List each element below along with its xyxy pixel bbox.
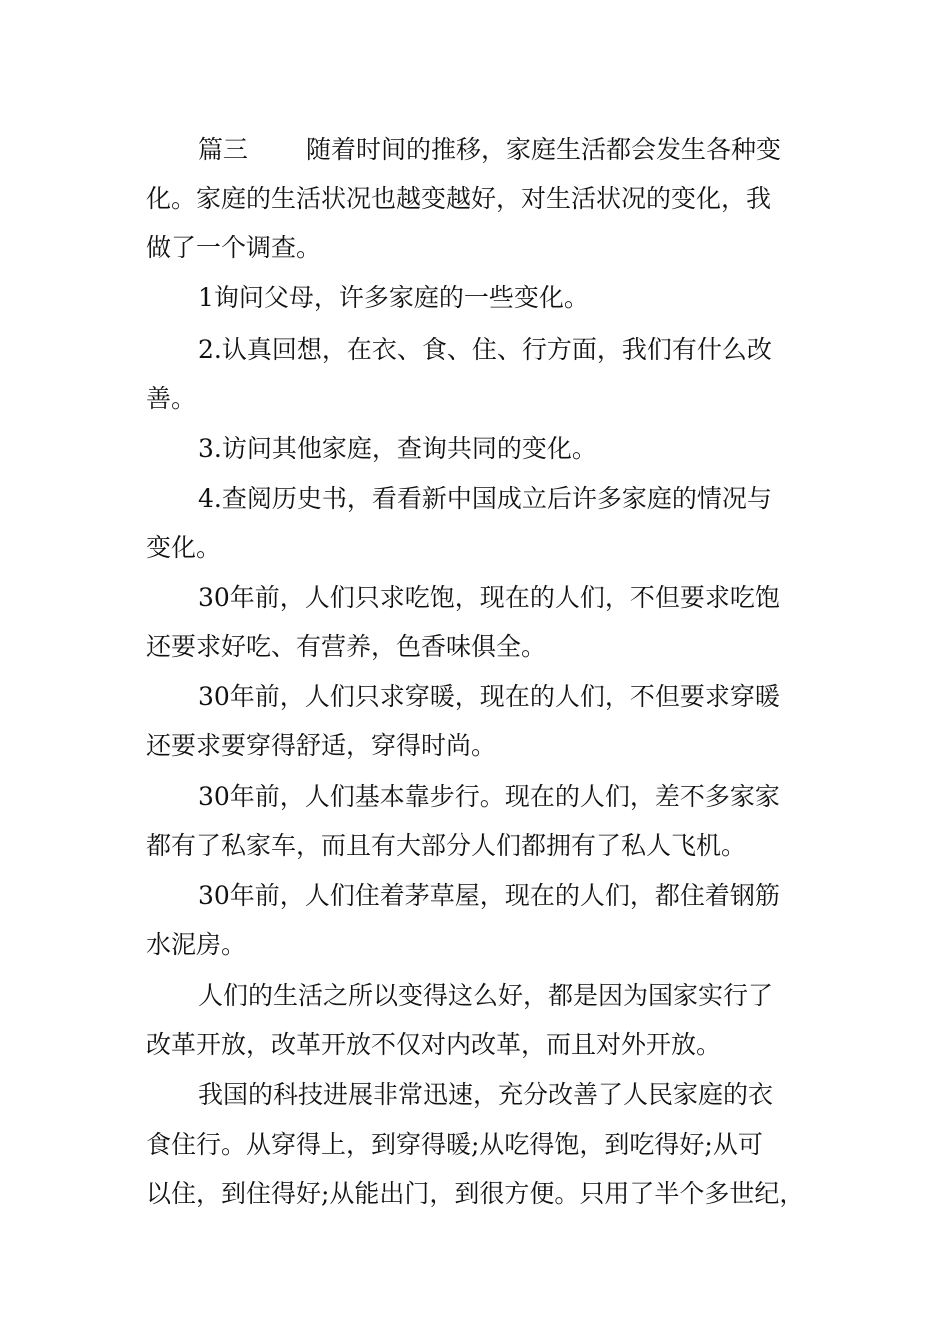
list-item-4: 4.查阅历史书，看看新中国成立后许多家庭的情况与 — [198, 484, 772, 513]
paragraph-line-2: 化。家庭的生活状况也越变越好，对生活状况的变化，我 — [146, 184, 772, 213]
paragraph-line: 水泥房。 — [146, 930, 247, 959]
paragraph-line-3: 做了一个调查。 — [146, 233, 322, 262]
paragraph-line: 以住，到住得好;从能出门，到很方便。只用了半个多世纪， — [146, 1179, 805, 1208]
paragraph-line: 30年前，人们基本靠步行。现在的人们，差不多家家 — [198, 782, 780, 811]
paragraph-text: 随着时间的推移，家庭生活都会发生各种变 — [306, 135, 782, 164]
paragraph-line: 人们的生活之所以变得这么好，都是因为国家实行了 — [198, 981, 774, 1010]
paragraph-line: 30年前，人们只求穿暖，现在的人们，不但要求穿暖 — [198, 682, 780, 711]
list-item-2-cont: 善。 — [146, 384, 197, 413]
paragraph-line: 改革开放，改革开放不仅对内改革，而且对外开放。 — [146, 1030, 722, 1059]
list-item-4-cont: 变化。 — [146, 533, 222, 562]
section-heading: 篇三 — [198, 135, 249, 164]
paragraph-line: 30年前，人们只求吃饱，现在的人们，不但要求吃饱 — [198, 583, 780, 612]
paragraph-line: 还要求好吃、有营养，色香味俱全。 — [146, 632, 547, 661]
list-item-1: 1询问父母，许多家庭的一些变化。 — [198, 283, 589, 312]
paragraph-line: 还要求要穿得舒适，穿得时尚。 — [146, 731, 497, 760]
paragraph-line: 都有了私家车，而且有大部分人们都拥有了私人飞机。 — [146, 831, 747, 860]
list-item-2: 2.认真回想，在衣、食、住、行方面，我们有什么改 — [198, 335, 772, 364]
list-item-3: 3.访问其他家庭，查询共同的变化。 — [198, 434, 597, 463]
paragraph-line-1 — [198, 134, 781, 166]
paragraph-line: 30年前，人们住着茅草屋，现在的人们，都住着钢筋 — [198, 881, 780, 910]
paragraph-line: 食住行。从穿得上，到穿得暖;从吃得饱，到吃得好;从可 — [146, 1130, 763, 1159]
paragraph-line: 我国的科技进展非常迅速，充分改善了人民家庭的衣 — [198, 1080, 774, 1109]
